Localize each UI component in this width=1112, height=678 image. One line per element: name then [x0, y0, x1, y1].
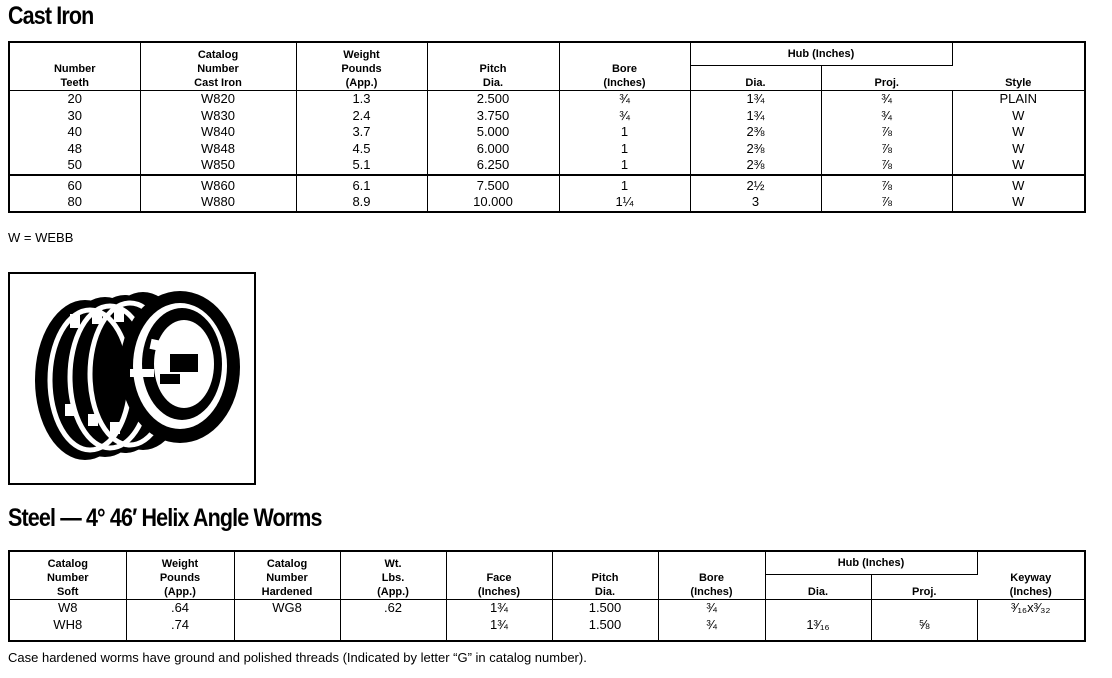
- header-bore: Bore (Inches): [658, 551, 765, 600]
- header-hub-dia: Dia.: [765, 575, 871, 600]
- worm-gear-photo: [8, 272, 256, 485]
- case-hardened-footnote: Case hardened worms have ground and polished threads (Indicated by letter “G” in catalog number).: [8, 650, 587, 665]
- header-weight: Weight Pounds (App.): [126, 551, 234, 600]
- hub-dia-column: 1³⁄₁₆: [765, 600, 871, 642]
- header-hub-proj: Proj.: [821, 66, 952, 91]
- weight-column: .64 .74: [126, 600, 234, 642]
- header-hub: Hub (Inches): [690, 42, 952, 66]
- keyway-column: ³⁄₁₆x³⁄₃₂: [1011, 600, 1051, 615]
- wt-lbs-column: .62: [340, 600, 446, 642]
- hub-dia-column: 1¾ 1¾ 2⅜ 2⅜ 2⅜: [690, 91, 821, 175]
- header-weight: Weight Pounds (App.): [296, 42, 427, 91]
- header-number-teeth: Number Teeth: [9, 42, 140, 91]
- webb-footnote: W = WEBB: [8, 230, 74, 245]
- header-hub-dia: Dia.: [690, 66, 821, 91]
- catalog-column: W820 W830 W840 W848 W850: [140, 91, 296, 175]
- header-wt-lbs: Wt. Lbs. (App.): [340, 551, 446, 600]
- catalog-soft-column: W8 WH8: [9, 600, 126, 642]
- teeth-column: 60 80: [9, 175, 140, 212]
- table-row-group: [9, 600, 1085, 642]
- header-style: Style: [952, 42, 1085, 91]
- bore-column: ¾ ¾ 1 1 1: [559, 91, 690, 175]
- header-face: Face (Inches): [446, 551, 552, 600]
- bore-column: 1 1¼: [559, 175, 690, 212]
- header-hub: Hub (Inches): [765, 551, 977, 575]
- header-hub-proj: Proj.: [871, 575, 977, 600]
- worm-gear-icon: [10, 274, 254, 483]
- catalog-column: W860 W880: [140, 175, 296, 212]
- hub-dia-column: 2½ 3: [690, 175, 821, 212]
- weight-column: 1.3 2.4 3.7 4.5 5.1: [296, 91, 427, 175]
- table-row-group: [9, 91, 1085, 175]
- header-catalog-number: Catalog Number Cast Iron: [140, 42, 296, 91]
- pitch-column: 1.500 1.500: [552, 600, 658, 642]
- hub-proj-column: ⅞ ⅞: [821, 175, 952, 212]
- hub-proj-column: ⅝: [871, 600, 977, 642]
- table-row-group: [9, 175, 1085, 212]
- header-catalog-hardened: Catalog Number Hardened: [234, 551, 340, 600]
- catalog-hardened-column: WG8: [234, 600, 340, 642]
- steel-table: [8, 550, 1086, 642]
- pitch-column: 7.500 10.000: [427, 175, 559, 212]
- style-column: PLAIN W W W W: [999, 91, 1038, 172]
- pitch-column: 2.500 3.750 5.000 6.000 6.250: [427, 91, 559, 175]
- header-pitch-dia: Pitch Dia.: [552, 551, 658, 600]
- header-keyway: Keyway (Inches): [977, 551, 1085, 600]
- cast-iron-table: [8, 41, 1086, 213]
- bore-column: ¾ ¾: [658, 600, 765, 642]
- face-column: 1¾ 1¾: [446, 600, 552, 642]
- style-column: W W: [952, 175, 1085, 212]
- header-bore: Bore (Inches): [559, 42, 690, 91]
- header-pitch-dia: Pitch Dia.: [427, 42, 559, 91]
- header-catalog-soft: Catalog Number Soft: [9, 551, 126, 600]
- teeth-column: 20 30 40 48 50: [9, 91, 140, 175]
- steel-title: Steel — 4° 46′ Helix Angle Worms: [8, 504, 322, 532]
- weight-column: 6.1 8.9: [296, 175, 427, 212]
- hub-proj-column: ¾ ¾ ⅞ ⅞ ⅞: [821, 91, 952, 175]
- cast-iron-title: Cast Iron: [8, 2, 94, 30]
